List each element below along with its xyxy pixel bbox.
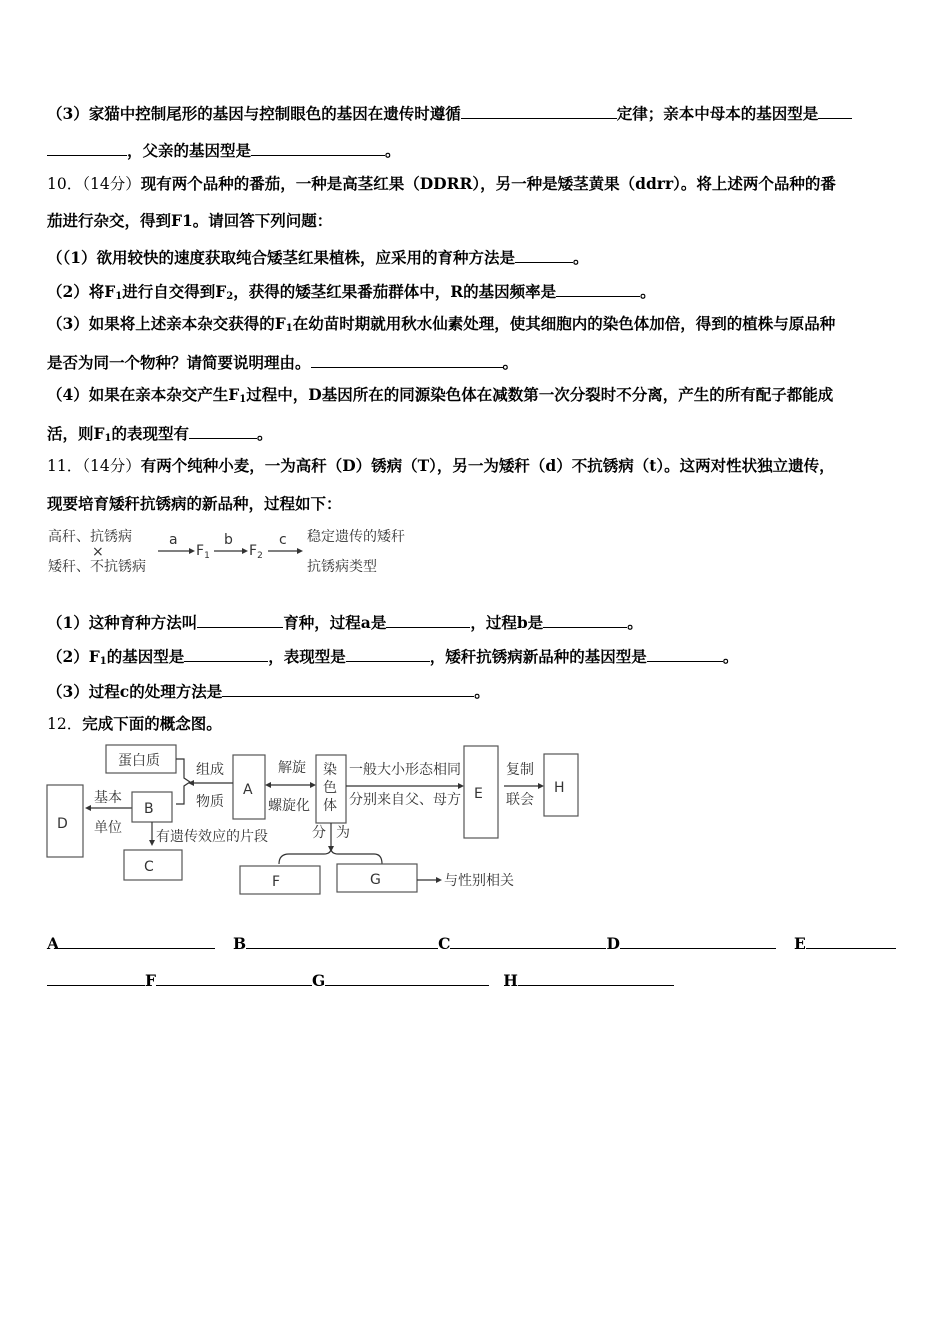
q11-p3-text: （3）过程c的处理方法是	[47, 682, 223, 701]
flow-result2: 抗锈病类型	[307, 559, 377, 575]
compose-brace	[176, 759, 190, 804]
divide-brace	[279, 848, 382, 864]
answer-G-label: G	[312, 971, 326, 990]
q11-p1-text-c: ，过程b是	[470, 613, 544, 632]
substance-label: 物质	[196, 794, 224, 810]
q10-p1-text: （（1）欲用较快的速度获取纯合矮茎红果植株，应采用的育种方法是	[47, 248, 516, 267]
answer-F-blank[interactable]	[156, 969, 312, 986]
q9-law-blank[interactable]	[461, 102, 617, 119]
q10-p2-sub2: 2	[226, 291, 234, 302]
flow-arrowhead-b	[242, 548, 248, 554]
box-C-label: C	[144, 859, 154, 875]
answer-H-blank[interactable]	[518, 969, 674, 986]
q10-p2-sub1: 1	[115, 291, 123, 302]
box-G-label: G	[370, 872, 381, 888]
q10-p2-text-b: 进行自交得到F	[122, 282, 227, 301]
q11-part3	[47, 680, 902, 702]
flow-arrowhead-a	[189, 548, 195, 554]
q11-process-a-blank[interactable]	[386, 611, 470, 628]
answer-B-label: B	[233, 934, 247, 953]
protein-label: 蛋白质	[118, 753, 160, 769]
answer-A-blank[interactable]	[59, 932, 215, 949]
q11-p2-text-b: 的基因型是	[106, 647, 185, 666]
arrowhead-E	[458, 783, 464, 789]
q11-p3-end: 。	[474, 682, 490, 701]
synapsis-label: 联会	[506, 792, 534, 808]
unwind-label: 解旋	[278, 760, 306, 776]
q11-p1-end: 。	[627, 613, 643, 632]
flow-cross: ×	[92, 544, 104, 560]
q11-intro-line1	[47, 456, 902, 476]
q10-p3-sub: 1	[285, 323, 293, 334]
q10-intro-line1	[47, 174, 902, 194]
q9-part3-line2	[47, 139, 902, 161]
flow-label-a: a	[169, 532, 178, 548]
q10-intro1: 现有两个品种的番茄，一种是高茎红果（DDRR），另一种是矮茎黄果（ddrr）。将上述两个品种的番	[140, 174, 836, 193]
q10-p3-text-a: （3）如果将上述亲本杂交获得的F	[47, 314, 286, 333]
q9-mother-genotype-blank-start[interactable]	[818, 102, 852, 119]
helix-label: 螺旋化	[268, 798, 310, 814]
q9-part3-line1	[47, 102, 902, 124]
answer-H-label: H	[503, 971, 518, 990]
q12-answers-line2	[47, 969, 902, 991]
divide-char1: 分	[312, 825, 326, 841]
q11-p1-text-a: （1）这种育种方法叫	[47, 613, 198, 632]
q10-p3-text-c: 是否为同一个物种？请简要说明理由。	[47, 353, 311, 372]
q10-p4-text-a: （4）如果在亲本杂交产生F	[47, 385, 240, 404]
q10-p4-sub2: 1	[104, 433, 112, 444]
q10-part3-line1	[47, 314, 902, 339]
flow-result1: 稳定遗传的矮秆	[307, 529, 405, 545]
answer-G-blank[interactable]	[325, 969, 489, 986]
concept-map	[44, 740, 584, 900]
q10-p4-text-c: 活，则F	[47, 424, 105, 443]
q10-p3-blank[interactable]	[311, 351, 503, 368]
chromosome-char2: 色	[323, 780, 337, 796]
q10-part4-line1	[47, 385, 902, 410]
q9-mother-genotype-blank[interactable]	[47, 139, 127, 156]
flow-parent1: 高秆、抗锈病	[48, 529, 132, 545]
q11-process-b-blank[interactable]	[543, 611, 627, 628]
arrowhead-C	[149, 840, 155, 846]
q11-p2-text-d: ，矮秆抗锈病新品种的基因型是	[429, 647, 647, 666]
q10-p2-end: 。	[640, 282, 656, 301]
q10-intro-line2	[47, 211, 902, 231]
from-parents-label: 分别来自父、母方	[349, 792, 461, 808]
q10-p2-text-a: （2）将F	[47, 282, 116, 301]
divide-char2: 为	[336, 825, 350, 841]
flow-label-c: c	[279, 532, 287, 548]
q10-p2-text-c: ，获得的矮茎红果番茄群体中，R的基因频率是	[233, 282, 557, 301]
flow-label-b: b	[224, 532, 233, 548]
answer-E-blank-start[interactable]	[806, 932, 896, 949]
box-A-label: A	[243, 782, 253, 798]
q10-intro2: 茄进行杂交，得到F1。请回答下列问题：	[47, 211, 333, 230]
q11-f1-phenotype-blank[interactable]	[346, 645, 430, 662]
flow-f2: $F_2$	[249, 543, 263, 561]
q9-part3-end: 。	[385, 141, 401, 160]
answer-C-blank[interactable]	[450, 932, 606, 949]
q11-new-genotype-blank[interactable]	[647, 645, 723, 662]
basic-label: 基本	[94, 790, 122, 806]
q10-p4-end: 。	[257, 424, 273, 443]
q11-number: 11．（14分）	[47, 457, 141, 475]
q10-p4-sub: 1	[239, 394, 247, 405]
q11-part2	[47, 645, 902, 672]
breeding-flow-diagram	[44, 522, 444, 580]
q10-p4-text-b: 过程中，D基因所在的同源染色体在减数第一次分裂时不分离，产生的所有配子都能成	[246, 385, 834, 404]
q11-intro1: 有两个纯种小麦，一为高秆（D）锈病（T），另一为矮秆（d）不抗锈病（t）。这两对性状独立遗传，	[140, 456, 835, 475]
answer-C-label: C	[438, 934, 451, 953]
q11-p2-end: 。	[722, 647, 739, 666]
q10-p3-end: 。	[502, 353, 519, 372]
q10-p4-text-d: 的表现型有	[111, 424, 189, 443]
q10-part2	[47, 280, 902, 307]
q10-part3-line2	[47, 351, 902, 373]
q9-part3-text2: 定律；亲本中母本的基因型是	[616, 104, 819, 123]
q11-p2-text-c: ，表现型是	[268, 647, 346, 666]
arrowhead-H	[538, 783, 544, 789]
q10-p1-blank[interactable]	[515, 246, 573, 263]
box-H-label: H	[554, 780, 565, 796]
q10-part4-line2	[47, 422, 902, 449]
q10-p4-blank[interactable]	[189, 422, 257, 439]
q10-part1	[47, 246, 902, 268]
flow-f1: $F_1$	[196, 543, 210, 561]
q11-p2-sub: 1	[99, 656, 107, 667]
answer-D-label: D	[606, 934, 620, 953]
q12-number: 12．	[47, 715, 83, 733]
box-D-label: D	[57, 816, 68, 832]
q10-number: 10．（14分）	[47, 175, 141, 193]
arrowhead-sex	[436, 877, 442, 883]
arrowhead-to-chromo	[310, 782, 316, 788]
answer-F-label: F	[145, 971, 157, 990]
flow-arrowhead-c	[297, 548, 303, 554]
box-F-label: F	[272, 874, 281, 890]
unit-label: 单位	[94, 820, 122, 836]
q11-method-blank[interactable]	[197, 611, 283, 628]
q10-p3-text-b: 在幼苗时期就用秋水仙素处理，使其细胞内的染色体加倍，得到的植株与原品种	[292, 314, 836, 333]
q11-p2-text-a: （2）F	[47, 647, 100, 666]
q12-title-line	[47, 714, 902, 734]
q11-intro2: 现要培育矮秆抗锈病的新品种，过程如下：	[47, 494, 342, 513]
answer-E-label: E	[793, 934, 806, 953]
q10-p2-blank[interactable]	[556, 280, 640, 297]
flow-parent2: 矮秆、不抗锈病	[48, 559, 146, 575]
genetic-segment-label: 有遗传效应的片段	[156, 829, 268, 845]
q9-part3-text: （3）家猫中控制尾形的基因与控制眼色的基因在遗传时遵循	[47, 104, 461, 123]
box-E-label: E	[474, 786, 483, 802]
q11-intro-line2	[47, 494, 902, 514]
answer-A-label: A	[47, 934, 60, 953]
q10-p1-end: 。	[573, 248, 589, 267]
answer-D-blank[interactable]	[620, 932, 776, 949]
replicate-label: 复制	[506, 762, 534, 778]
q11-p1-text-b: 育种，过程a是	[283, 613, 387, 632]
answer-B-blank[interactable]	[246, 932, 438, 949]
q11-process-c-blank[interactable]	[222, 680, 474, 697]
q12-answers-line1	[47, 932, 902, 954]
sex-related-label: 与性别相关	[444, 873, 514, 889]
box-B-label: B	[144, 801, 154, 817]
q9-part3-text3: ，父亲的基因型是	[127, 141, 252, 160]
same-shape-label: 一般大小形态相同	[349, 762, 461, 778]
q9-father-genotype-blank[interactable]	[251, 139, 385, 156]
compose-label: 组成	[196, 762, 224, 778]
q12-title: 完成下面的概念图。	[82, 714, 222, 733]
arrowhead-D	[85, 805, 91, 811]
chromosome-char3: 体	[323, 798, 337, 814]
chromosome-char1: 染	[323, 762, 337, 778]
arrowhead-to-A	[265, 782, 271, 788]
q11-f1-genotype-blank[interactable]	[184, 645, 268, 662]
q11-part1	[47, 611, 902, 633]
answer-E-blank[interactable]	[47, 969, 145, 986]
